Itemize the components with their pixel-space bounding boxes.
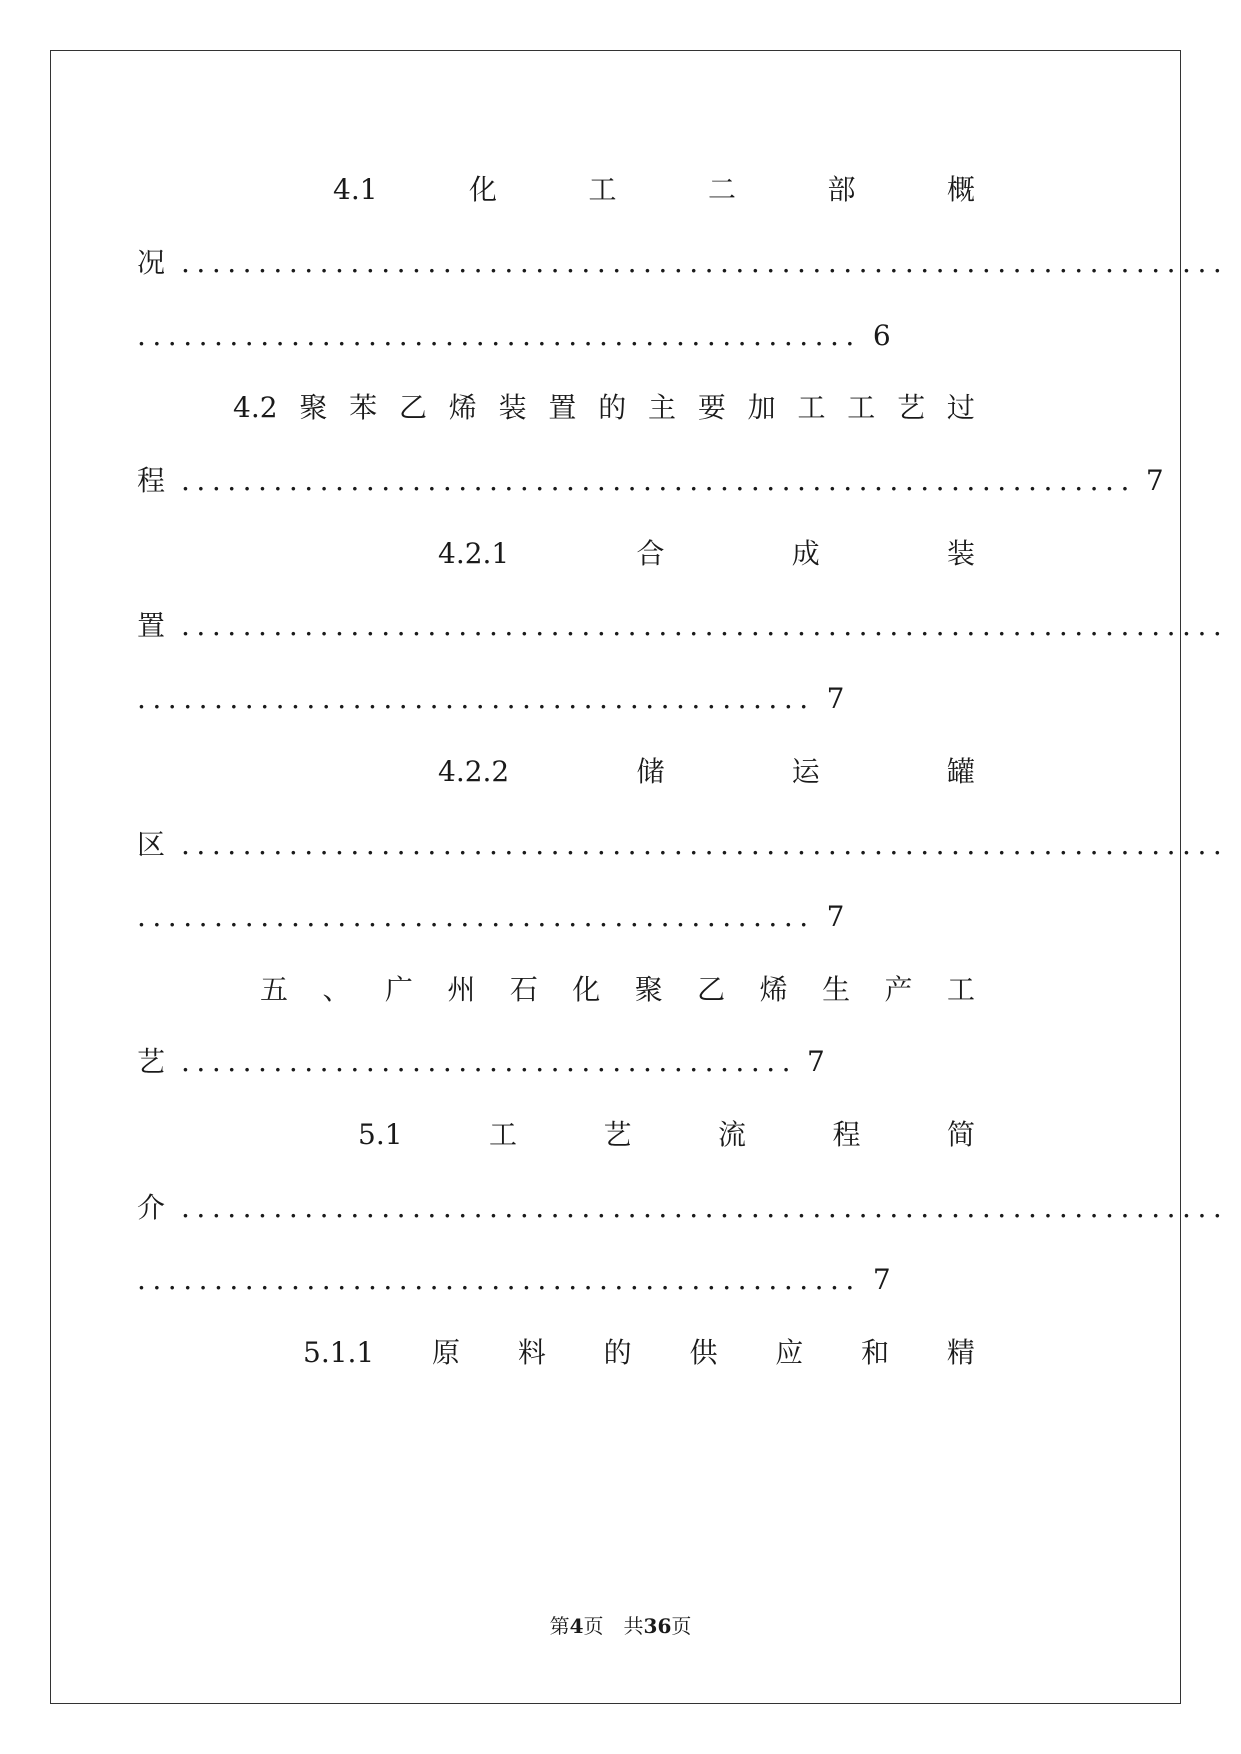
toc-title-tail: 艺 bbox=[137, 1045, 166, 1078]
toc-entry-e41-line1[interactable] bbox=[333, 170, 975, 210]
current-page-number: 4 bbox=[569, 1614, 584, 1638]
toc-title-char: 原 bbox=[432, 1336, 461, 1369]
toc-title-char: 精 bbox=[946, 1336, 975, 1369]
dot-leader: ............................................ bbox=[137, 682, 815, 715]
toc-title-char: 化 bbox=[572, 973, 601, 1006]
page-number: 7 bbox=[807, 1045, 825, 1078]
toc-title-char: 州 bbox=[447, 973, 476, 1006]
toc-title-tail: 介 bbox=[137, 1191, 166, 1224]
toc-title-char: 概 bbox=[946, 173, 975, 206]
toc-title-char: 二 bbox=[707, 173, 736, 206]
toc-title-tail: 程 bbox=[137, 464, 166, 497]
toc-entry-e422-line3[interactable] bbox=[137, 897, 844, 937]
page-border bbox=[50, 50, 1181, 1704]
toc-entry-e41-line3[interactable] bbox=[137, 316, 891, 356]
toc-entry-e51-line2[interactable] bbox=[137, 1188, 1228, 1228]
toc-title-char: 置 bbox=[548, 391, 577, 424]
total-pages-number: 36 bbox=[643, 1614, 672, 1638]
toc-number: 4.1 bbox=[333, 173, 378, 206]
toc-title-tail: 况 bbox=[137, 246, 166, 279]
toc-title-char: 五 bbox=[260, 973, 289, 1006]
toc-entry-e41-line2[interactable] bbox=[137, 243, 1228, 283]
toc-title-char: 成 bbox=[791, 537, 820, 570]
page-number: 6 bbox=[872, 319, 891, 352]
toc-title-char: 烯 bbox=[759, 973, 788, 1006]
dot-leader: .................................................................... bbox=[181, 828, 1229, 861]
dot-leader: ........................................ bbox=[181, 1045, 798, 1078]
toc-title-char: 乙 bbox=[398, 391, 427, 424]
toc-title-char: 过 bbox=[946, 391, 975, 424]
toc-title-char: 聚 bbox=[299, 391, 328, 424]
toc-title-char: 的 bbox=[603, 1336, 632, 1369]
toc-number: 4.2 bbox=[233, 391, 278, 424]
toc-title-char: 工 bbox=[847, 391, 876, 424]
page-number: 7 bbox=[826, 682, 845, 715]
toc-number: 5.1.1 bbox=[303, 1336, 375, 1369]
toc-number: 4.2.2 bbox=[438, 755, 510, 788]
toc-entry-e5-line2[interactable] bbox=[137, 1042, 825, 1082]
dot-leader: .................................................................... bbox=[181, 609, 1229, 642]
dot-leader: ............................................... bbox=[137, 319, 861, 352]
toc-title-char: 部 bbox=[827, 173, 856, 206]
toc-title-char: 工 bbox=[489, 1118, 518, 1151]
toc-title-char: 要 bbox=[697, 391, 726, 424]
toc-title-char: 的 bbox=[598, 391, 627, 424]
toc-title-char: 罐 bbox=[946, 755, 975, 788]
dot-leader: .................................................................... bbox=[181, 1191, 1229, 1224]
toc-title-char: 合 bbox=[636, 537, 665, 570]
toc-title-char: 装 bbox=[946, 537, 975, 570]
toc-entry-e421-line1[interactable] bbox=[438, 534, 975, 574]
toc-entry-e51-line3[interactable] bbox=[137, 1260, 891, 1300]
toc-title-char: 生 bbox=[822, 973, 851, 1006]
toc-entry-e5-line1[interactable] bbox=[260, 970, 975, 1010]
toc-title-char: 工 bbox=[946, 973, 975, 1006]
toc-title-char: 流 bbox=[717, 1118, 746, 1151]
page-number: 7 bbox=[826, 900, 845, 933]
toc-title-tail: 置 bbox=[137, 609, 166, 642]
dot-leader: ............................................... bbox=[137, 1263, 861, 1296]
toc-title-char: 程 bbox=[832, 1118, 861, 1151]
toc-title-char: 供 bbox=[689, 1336, 718, 1369]
toc-title-char: 装 bbox=[498, 391, 527, 424]
toc-title-char: 运 bbox=[791, 755, 820, 788]
footer-suffix: 页 bbox=[671, 1614, 692, 1638]
toc-title-char: 苯 bbox=[349, 391, 378, 424]
toc-title-char: 石 bbox=[509, 973, 538, 1006]
toc-title-char: 产 bbox=[884, 973, 913, 1006]
toc-number: 4.2.1 bbox=[438, 537, 510, 570]
toc-entry-e42-line2[interactable] bbox=[137, 461, 1164, 501]
toc-title-char: 广 bbox=[384, 973, 413, 1006]
toc-title-char: 聚 bbox=[634, 973, 663, 1006]
page-number: 7 bbox=[872, 1263, 891, 1296]
toc-title-char: 简 bbox=[946, 1118, 975, 1151]
toc-title-char: 主 bbox=[648, 391, 677, 424]
toc-entry-e51-line1[interactable] bbox=[358, 1115, 975, 1155]
toc-title-char: 料 bbox=[517, 1336, 546, 1369]
toc-title-char: 艺 bbox=[603, 1118, 632, 1151]
toc-title-char: 工 bbox=[797, 391, 826, 424]
toc-title-char: 工 bbox=[588, 173, 617, 206]
toc-title-char: 加 bbox=[747, 391, 776, 424]
toc-title-char: 化 bbox=[469, 173, 498, 206]
dot-leader: ............................................ bbox=[137, 900, 815, 933]
toc-entry-e42-line1[interactable] bbox=[233, 388, 975, 428]
toc-entry-e422-line1[interactable] bbox=[438, 752, 975, 792]
toc-entry-e421-line2[interactable] bbox=[137, 606, 1228, 646]
page-footer bbox=[0, 1613, 1241, 1639]
toc-title-char: 烯 bbox=[448, 391, 477, 424]
dot-leader: .................................................................... bbox=[181, 246, 1229, 279]
toc-entry-e421-line3[interactable] bbox=[137, 679, 844, 719]
toc-title-char: 储 bbox=[636, 755, 665, 788]
footer-mid: 页 共 bbox=[583, 1614, 644, 1638]
toc-title-tail: 区 bbox=[137, 828, 166, 861]
toc-title-char: 、 bbox=[322, 973, 351, 1006]
toc-number: 5.1 bbox=[358, 1118, 403, 1151]
toc-entry-e511-line1[interactable] bbox=[303, 1333, 975, 1373]
page-number: 7 bbox=[1145, 464, 1164, 497]
toc-entry-e422-line2[interactable] bbox=[137, 825, 1228, 865]
toc-title-char: 乙 bbox=[697, 973, 726, 1006]
toc-title-char: 和 bbox=[861, 1336, 890, 1369]
dot-leader: .............................................................. bbox=[181, 464, 1136, 497]
toc-title-char: 应 bbox=[775, 1336, 804, 1369]
toc-title-char: 艺 bbox=[897, 391, 926, 424]
footer-prefix: 第 bbox=[549, 1614, 570, 1638]
